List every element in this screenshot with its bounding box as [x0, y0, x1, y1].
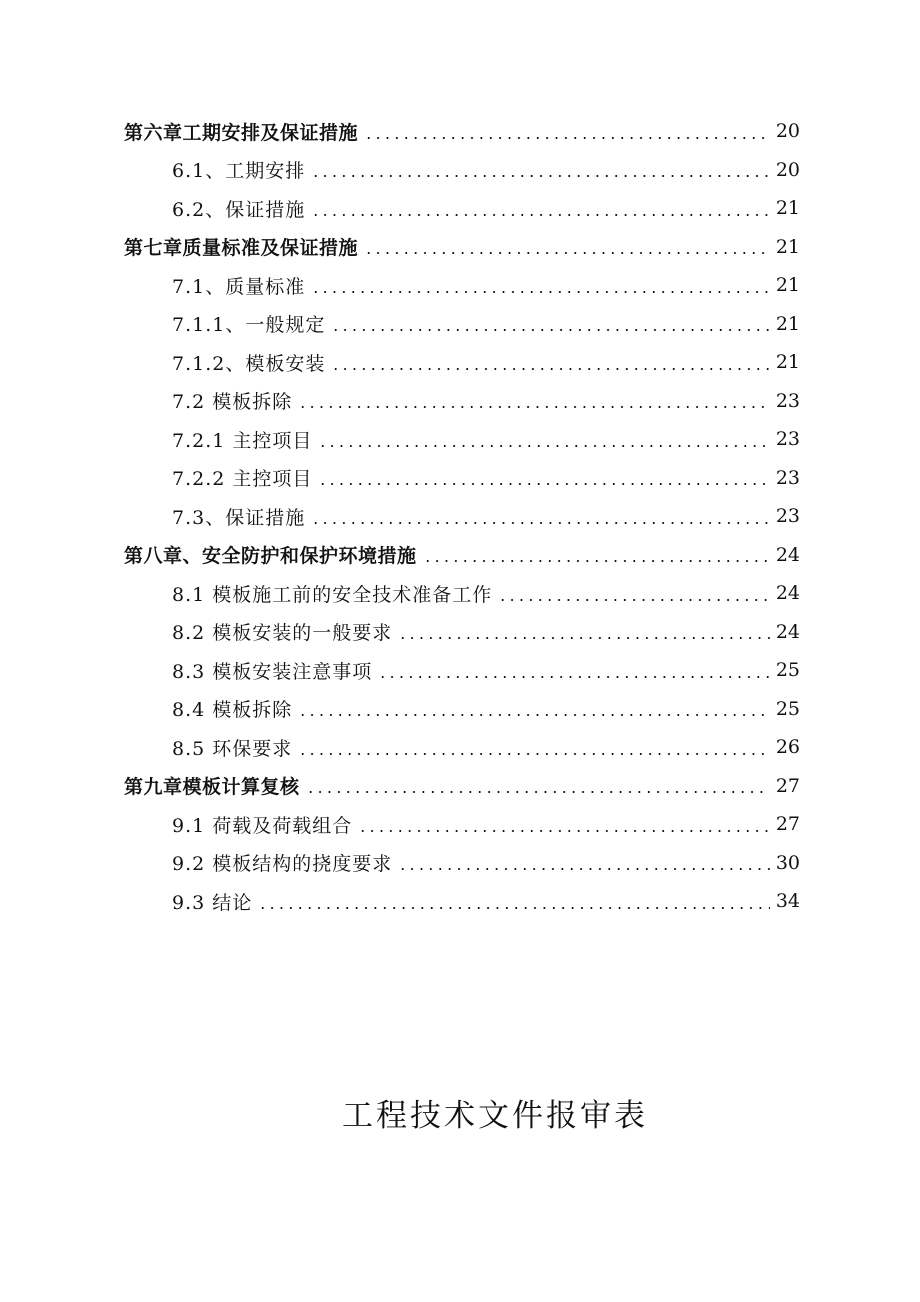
toc-entry[interactable]: [0, 189, 920, 228]
toc-entry-page: 23: [775, 505, 800, 528]
table-of-contents: [0, 112, 920, 921]
toc-entry-page: 24: [775, 620, 800, 643]
toc-entry-title: 第九章模板计算复核: [124, 776, 300, 799]
toc-entry-page: 24: [775, 582, 800, 605]
toc-entry[interactable]: [0, 767, 920, 806]
toc-entry-page: 21: [775, 351, 800, 374]
toc-entry[interactable]: [0, 728, 920, 767]
toc-dot-leader: [311, 291, 770, 293]
toc-entry[interactable]: [0, 574, 920, 613]
toc-entry-title: 9.3 结论: [172, 891, 253, 914]
toc-entry-title: 8.3 模板安装注意事项: [172, 660, 373, 683]
toc-entry-page: 27: [775, 774, 800, 797]
toc-entry[interactable]: [0, 266, 920, 305]
toc-entry[interactable]: [0, 613, 920, 652]
toc-entry[interactable]: [0, 112, 920, 151]
toc-dot-leader: [311, 175, 770, 177]
toc-dot-leader: [311, 214, 770, 216]
toc-dot-leader: [358, 830, 770, 832]
toc-entry-title: 6.2、保证措施: [172, 198, 306, 221]
toc-entry[interactable]: [0, 343, 920, 382]
toc-entry-title: 第七章质量标准及保证措施: [124, 237, 359, 260]
toc-entry[interactable]: [0, 882, 920, 921]
toc-entry[interactable]: [0, 459, 920, 498]
toc-entry-title: 8.5 环保要求: [172, 737, 293, 760]
toc-entry-title: 7.1.2、模板安装: [172, 352, 326, 375]
toc-entry[interactable]: [0, 305, 920, 344]
toc-entry-page: 23: [775, 466, 800, 489]
toc-dot-leader: [298, 406, 770, 408]
toc-entry[interactable]: [0, 844, 920, 883]
toc-entry-title: 7.2.2 主控项目: [172, 468, 313, 491]
toc-entry[interactable]: [0, 497, 920, 536]
toc-entry-title: 第八章、安全防护和保护环境措施: [124, 545, 417, 568]
toc-entry-page: 21: [775, 274, 800, 297]
toc-dot-leader: [364, 137, 770, 139]
toc-entry-page: 21: [775, 312, 800, 335]
toc-entry-page: 24: [775, 543, 800, 566]
toc-entry-page: 25: [775, 697, 800, 720]
toc-entry[interactable]: [0, 805, 920, 844]
toc-entry-page: 26: [775, 736, 800, 759]
toc-dot-leader: [318, 483, 770, 485]
form-title: 工程技术文件报审表: [342, 1098, 648, 1134]
toc-entry-page: 20: [775, 120, 800, 143]
toc-entry[interactable]: [0, 151, 920, 190]
toc-dot-leader: [298, 714, 770, 716]
toc-entry-title: 第六章工期安排及保证措施: [124, 121, 359, 144]
toc-dot-leader: [306, 791, 770, 793]
toc-entry-page: 34: [775, 890, 800, 913]
toc-entry[interactable]: [0, 690, 920, 729]
toc-entry-title: 7.2 模板拆除: [172, 391, 293, 414]
toc-entry-title: 7.3、保证措施: [172, 506, 306, 529]
toc-entry-page: 25: [775, 659, 800, 682]
toc-entry-page: 23: [775, 389, 800, 412]
toc-entry[interactable]: [0, 228, 920, 267]
toc-dot-leader: [378, 676, 770, 678]
toc-dot-leader: [318, 445, 770, 447]
toc-entry-title: 6.1、工期安排: [172, 160, 306, 183]
toc-entry-title: 9.2 模板结构的挠度要求: [172, 853, 393, 876]
toc-entry-page: 21: [775, 197, 800, 220]
toc-dot-leader: [311, 522, 770, 524]
toc-entry-page: 23: [775, 428, 800, 451]
toc-entry-page: 21: [775, 235, 800, 258]
toc-entry-page: 27: [775, 813, 800, 836]
toc-entry-title: 7.1.1、一般规定: [172, 314, 326, 337]
toc-dot-leader: [398, 868, 770, 870]
toc-dot-leader: [258, 907, 770, 909]
toc-entry-page: 20: [775, 158, 800, 181]
toc-entry-title: 8.2 模板安装的一般要求: [172, 622, 393, 645]
toc-dot-leader: [498, 599, 770, 601]
toc-entry-title: 7.1、质量标准: [172, 275, 306, 298]
toc-entry[interactable]: [0, 420, 920, 459]
toc-entry[interactable]: [0, 382, 920, 421]
toc-dot-leader: [398, 637, 770, 639]
toc-dot-leader: [331, 329, 770, 331]
toc-entry[interactable]: [0, 536, 920, 575]
toc-entry-title: 9.1 荷载及荷载组合: [172, 814, 353, 837]
toc-dot-leader: [331, 368, 770, 370]
toc-dot-leader: [423, 560, 770, 562]
toc-entry-title: 8.1 模板施工前的安全技术准备工作: [172, 583, 493, 606]
toc-entry-title: 7.2.1 主控项目: [172, 429, 313, 452]
toc-dot-leader: [298, 753, 770, 755]
toc-dot-leader: [364, 252, 770, 254]
toc-entry-page: 30: [775, 851, 800, 874]
toc-entry-title: 8.4 模板拆除: [172, 699, 293, 722]
toc-entry[interactable]: [0, 651, 920, 690]
